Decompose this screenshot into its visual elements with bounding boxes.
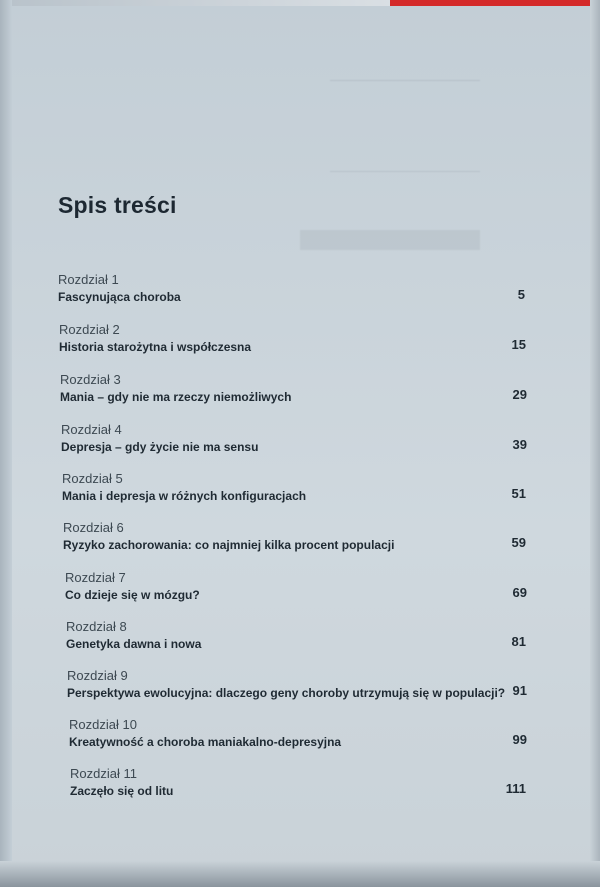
page-bottom-shadow bbox=[0, 861, 600, 887]
chapter-title: Mania – gdy nie ma rzeczy niemożliwych bbox=[60, 390, 292, 404]
chapter-label: Rozdział 4 bbox=[61, 422, 122, 437]
chapter-title: Kreatywność a choroba maniakalno-depresyjna bbox=[69, 735, 342, 749]
chapter-page-number: 51 bbox=[511, 486, 526, 501]
chapter-title: Depresja – gdy życie nie ma sensu bbox=[61, 440, 259, 454]
chapter-page-number: 81 bbox=[511, 634, 526, 649]
chapter-title: Mania i depresja w różnych konfiguracjach bbox=[62, 489, 307, 503]
toc-entry-6 bbox=[63, 520, 526, 560]
toc-entry-3 bbox=[60, 372, 527, 412]
chapter-label: Rozdział 11 bbox=[70, 766, 137, 781]
toc-entry-4 bbox=[61, 422, 527, 462]
chapter-label: Rozdział 3 bbox=[60, 372, 121, 387]
chapter-title: Zaczęło się od litu bbox=[70, 784, 174, 798]
chapter-label: Rozdział 6 bbox=[63, 520, 124, 535]
chapter-page-number: 99 bbox=[512, 732, 527, 747]
chapter-page-number: 29 bbox=[512, 387, 527, 402]
toc-entry-10 bbox=[69, 717, 527, 757]
chapter-label: Rozdział 8 bbox=[66, 619, 127, 634]
chapter-page-number: 39 bbox=[512, 437, 527, 452]
chapter-label: Rozdział 7 bbox=[65, 570, 126, 585]
chapter-title: Historia starożytna i współczesna bbox=[59, 340, 252, 354]
chapter-title: Perspektywa ewolucyjna: dlaczego geny choroby utrzymują się w populacji? bbox=[67, 686, 506, 700]
chapter-label: Rozdział 10 bbox=[69, 717, 137, 732]
chapter-title: Ryzyko zachorowania: co najmniej kilka procent populacji bbox=[63, 538, 395, 552]
toc-entry-8 bbox=[66, 619, 526, 659]
toc-entry-2 bbox=[59, 322, 526, 362]
chapter-page-number: 5 bbox=[517, 287, 525, 302]
chapter-title: Fascynująca choroba bbox=[58, 290, 181, 304]
page-right-edge bbox=[590, 0, 600, 887]
chapter-label: Rozdział 9 bbox=[67, 668, 128, 683]
page-left-shadow bbox=[0, 0, 12, 887]
chapter-page-number: 59 bbox=[511, 535, 526, 550]
chapter-label: Rozdział 5 bbox=[62, 471, 123, 486]
chapter-title: Co dzieje się w mózgu? bbox=[65, 588, 200, 602]
chapter-label: Rozdział 2 bbox=[59, 322, 120, 337]
toc-entry-1 bbox=[58, 272, 525, 312]
show-through-texture bbox=[300, 230, 480, 250]
toc-entry-7 bbox=[65, 570, 527, 610]
chapter-page-number: 15 bbox=[511, 337, 526, 352]
toc-entry-5 bbox=[62, 471, 526, 511]
chapter-page-number: 111 bbox=[505, 781, 526, 796]
chapter-page-number: 69 bbox=[512, 585, 527, 600]
toc-entry-11 bbox=[70, 766, 526, 806]
page-title: Spis treści bbox=[58, 192, 177, 218]
red-cover-strip bbox=[390, 0, 600, 6]
chapter-page-number: 91 bbox=[512, 683, 527, 698]
toc-entry-9 bbox=[67, 668, 527, 708]
show-through-texture bbox=[330, 80, 480, 172]
chapter-label: Rozdział 1 bbox=[58, 272, 119, 287]
chapter-title: Genetyka dawna i nowa bbox=[66, 637, 202, 651]
